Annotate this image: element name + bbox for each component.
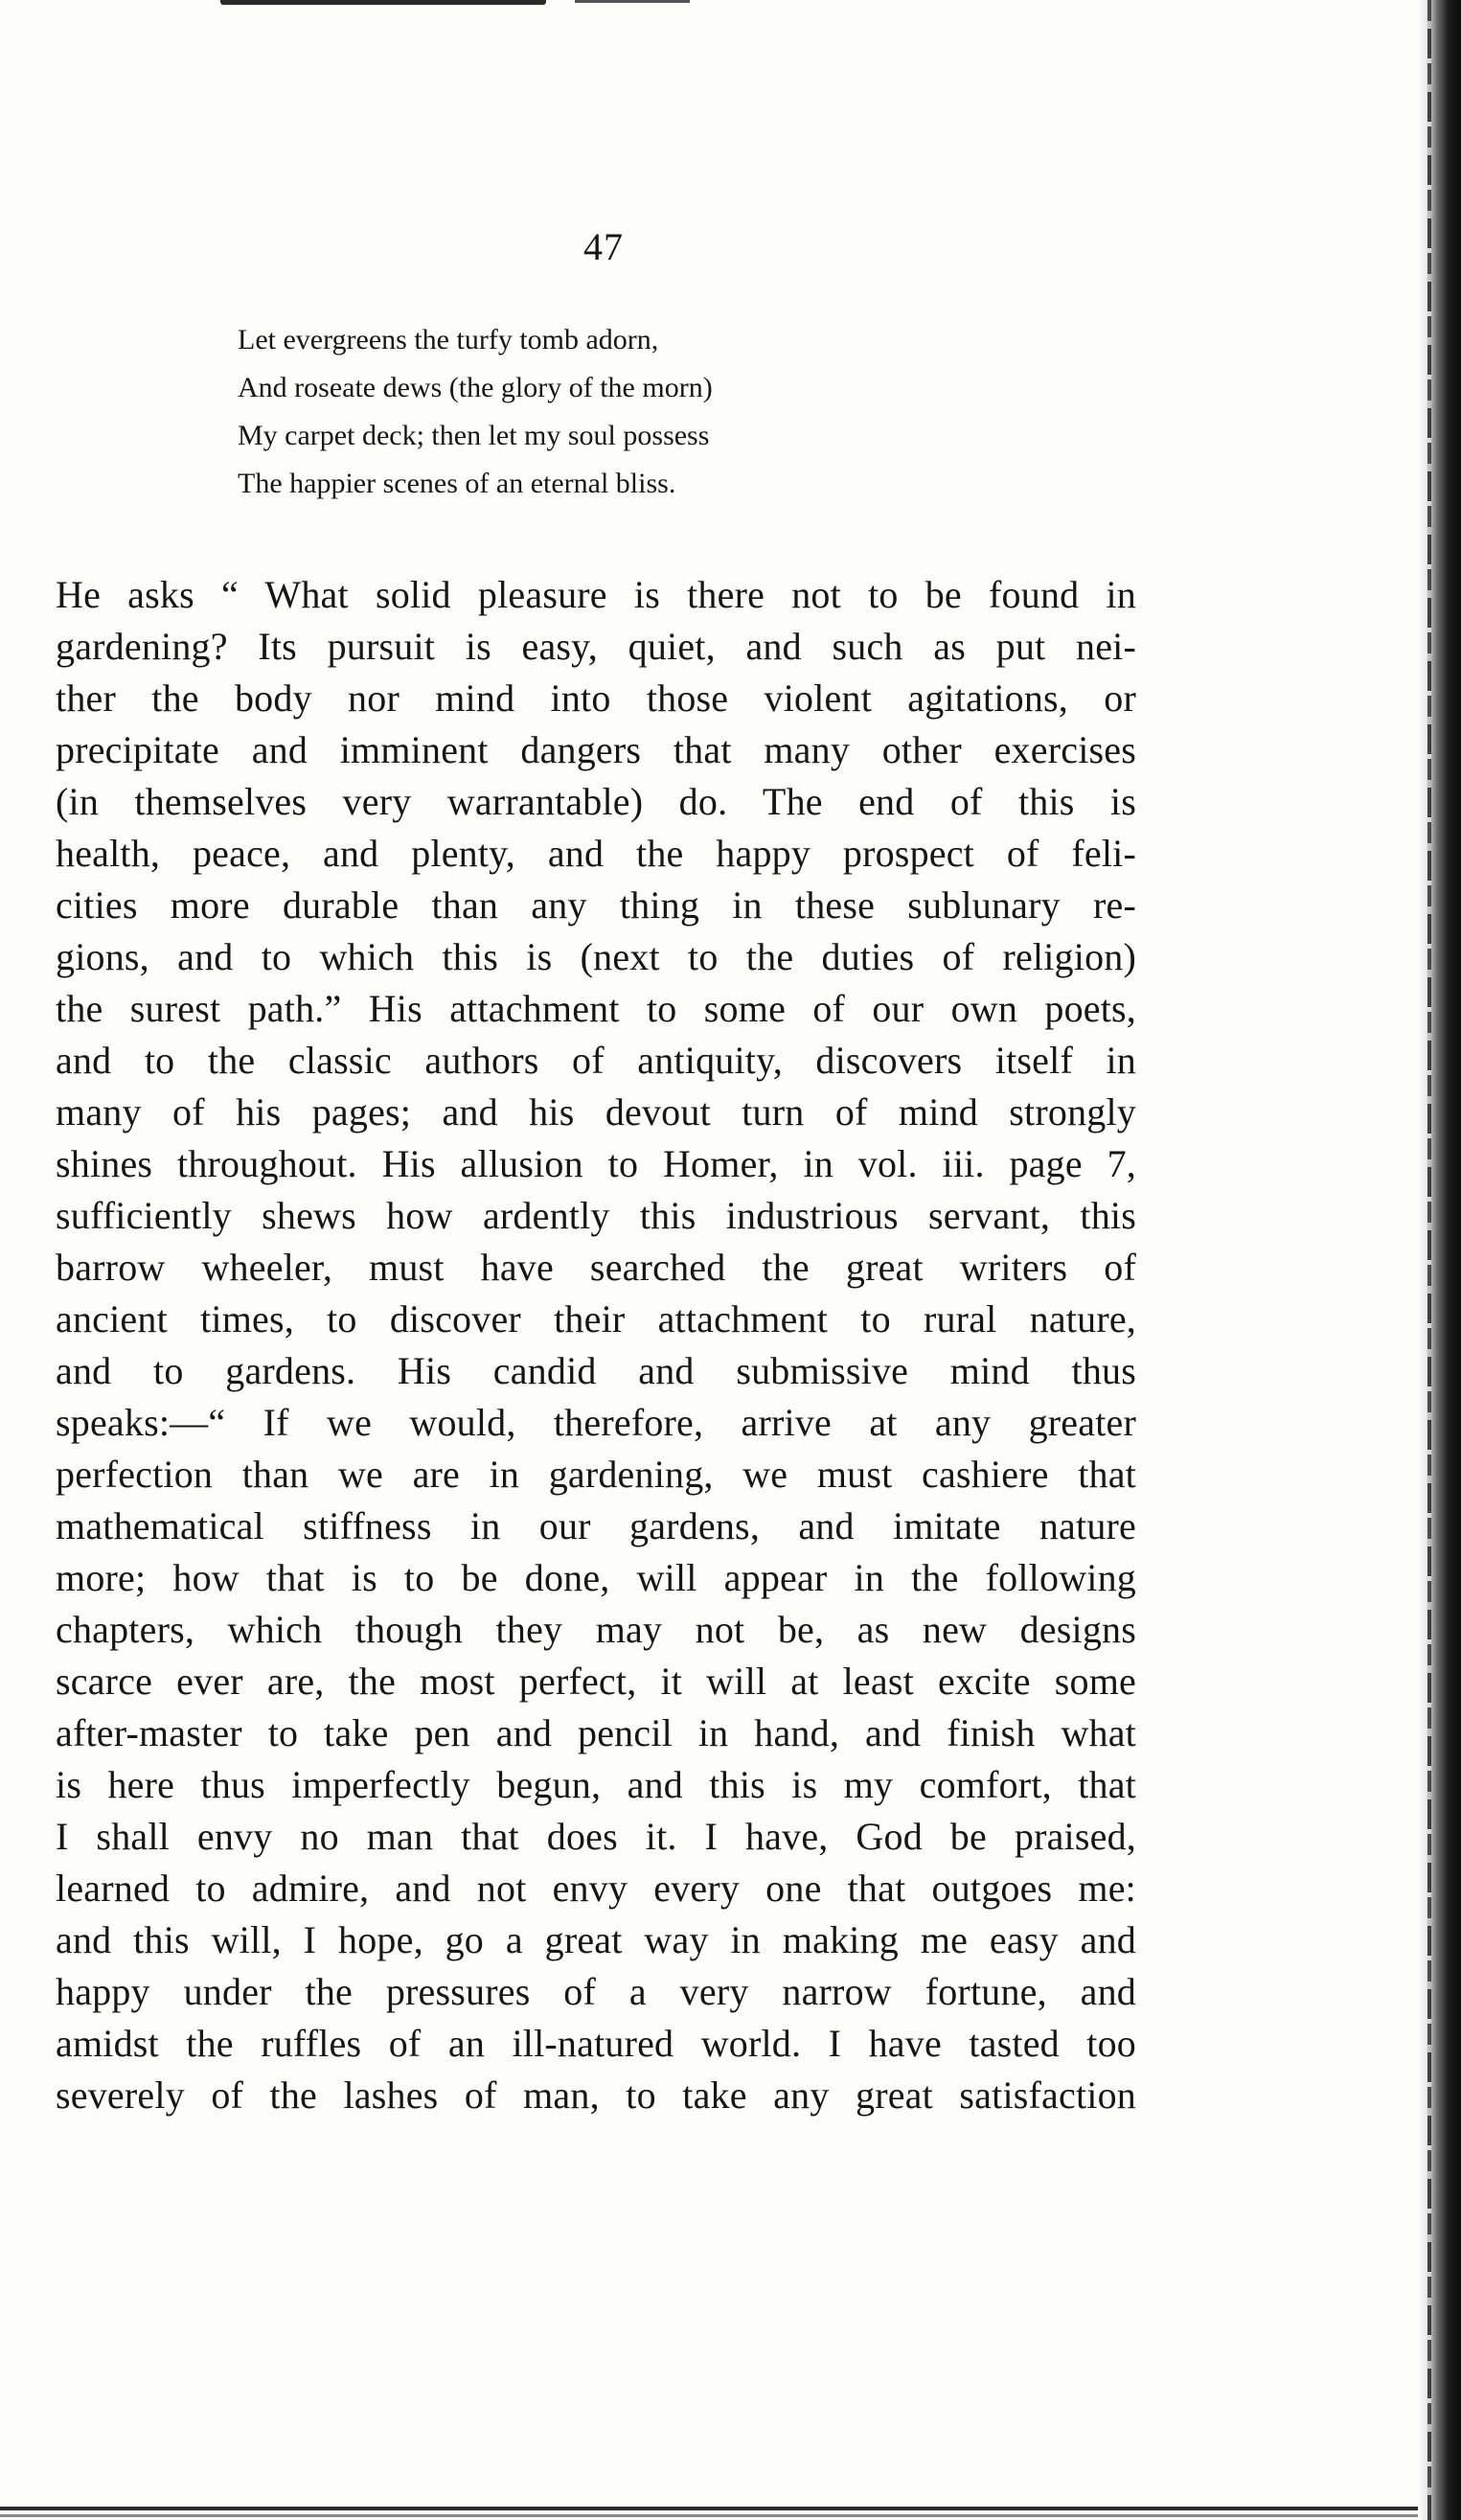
prose-line: barrow wheeler, must have searched the great writers of (56, 1246, 1136, 1289)
prose-line: I shall envy no man that does it. I have, God be praised, (56, 1815, 1136, 1858)
prose-line: speaks:—“ If we would, therefore, arrive at any greater (56, 1401, 1136, 1444)
poem-line: The happier scenes of an eternal bliss. (238, 468, 676, 499)
prose-line: learned to admire, and not envy every one that outgoes me: (56, 1867, 1136, 1910)
bottom-page-edge (0, 2507, 1418, 2510)
prose-line: He asks “ What solid pleasure is there not to be found in (56, 573, 1136, 616)
prose-line: and this will, I hope, go a great way in making me easy and (56, 1918, 1136, 1961)
top-binding-edge (220, 0, 546, 5)
poem-line: Let evergreens the turfy tomb adorn, (238, 324, 659, 355)
prose-line: precipitate and imminent dangers that many other exercises (56, 728, 1136, 771)
poem-line: My carpet deck; then let my soul possess (238, 420, 710, 451)
bottom-page-edge-shadow (0, 2514, 1418, 2517)
prose-line: gardening? Its pursuit is easy, quiet, and such as put nei- (56, 625, 1136, 668)
prose-line: severely of the lashes of man, to take any great satisfaction (56, 2073, 1136, 2117)
poem-quotation (238, 316, 927, 508)
prose-line: ancient times, to discover their attachment to rural nature, (56, 1297, 1136, 1340)
prose-paragraph (56, 569, 1136, 2121)
prose-line: health, peace, and plenty, and the happy prospect of feli- (56, 832, 1136, 875)
prose-line: cities more durable than any thing in these sublunary re- (56, 883, 1136, 927)
prose-line: chapters, which though they may not be, as new designs (56, 1608, 1136, 1651)
prose-line: shines throughout. His allusion to Homer, in vol. iii. page 7, (56, 1142, 1136, 1185)
prose-line: sufficiently shews how ardently this industrious servant, this (56, 1194, 1136, 1237)
page-number: 47 (583, 225, 624, 268)
prose-line: gions, and to which this is (next to the duties of religion) (56, 935, 1136, 978)
right-page-edge-texture (1427, 0, 1431, 2520)
prose-line: mathematical stiffness in our gardens, and imitate nature (56, 1504, 1136, 1547)
prose-line: many of his pages; and his devout turn of mind strongly (56, 1090, 1136, 1134)
top-binding-edge-fragment (575, 0, 690, 3)
prose-line: (in themselves very warrantable) do. The end of this is (56, 780, 1136, 823)
prose-line: more; how that is to be done, will appear in the following (56, 1556, 1136, 1599)
prose-line: amidst the ruffles of an ill-natured world. I have tasted too (56, 2022, 1136, 2065)
prose-line: and to the classic authors of antiquity, discovers itself in (56, 1039, 1136, 1082)
prose-line: ther the body nor mind into those violent agitations, or (56, 676, 1136, 720)
poem-line: And roseate dews (the glory of the morn) (238, 372, 713, 403)
prose-line: after-master to take pen and pencil in hand, and finish what (56, 1711, 1136, 1754)
prose-line: happy under the pressures of a very narrow fortune, and (56, 1970, 1136, 2013)
prose-line: and to gardens. His candid and submissive mind thus (56, 1349, 1136, 1392)
prose-line: the surest path.” His attachment to some of our own poets, (56, 987, 1136, 1030)
right-page-edge (1418, 0, 1461, 2520)
prose-line: is here thus imperfectly begun, and this is my comfort, that (56, 1763, 1136, 1806)
prose-line: perfection than we are in gardening, we must cashiere that (56, 1453, 1136, 1496)
prose-line: scarce ever are, the most perfect, it will at least excite some (56, 1660, 1136, 1703)
